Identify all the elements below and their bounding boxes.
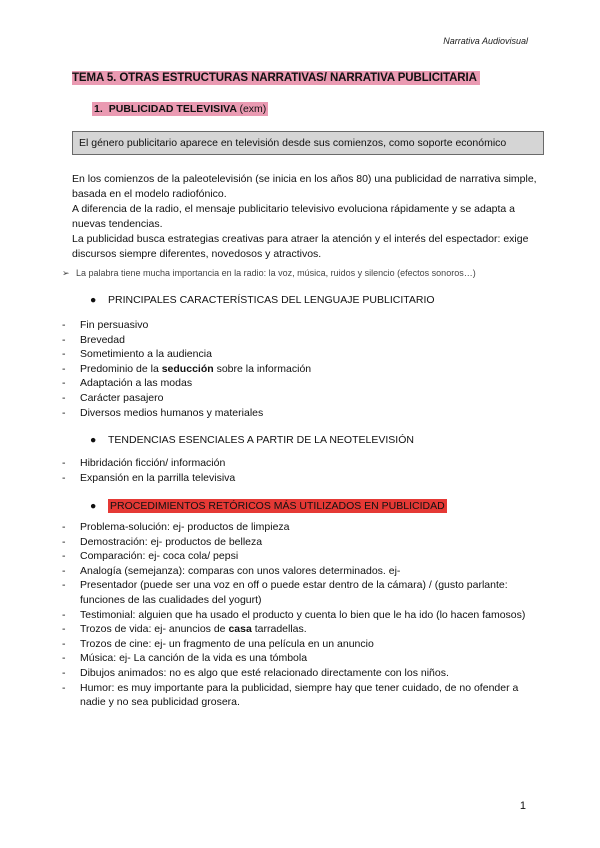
list-item-text: Presentador (puede ser una voz en off o puede estar dentro de la cámara) / (gusto parlante: funciones de las cualidades del yogurt): [80, 579, 508, 606]
list-item: [62, 520, 542, 535]
list-item-text: tarradellas.: [251, 623, 307, 636]
list-item-text: Carácter pasajero: [80, 391, 164, 404]
list-item-text: Fin persuasivo: [80, 319, 149, 331]
intro-paragraph: La publicidad busca estrategias creativas para atraer la atención y el interés del espectador: exige discursos siempre diferentes, novedosos y atractivos.: [72, 233, 529, 260]
list-item: [62, 471, 542, 486]
dash-bullet: -: [62, 564, 66, 577]
list-item-text: Demostración: ej- productos de belleza: [80, 535, 263, 548]
list-item-text: Expansión en la parrilla televisiva: [80, 471, 236, 484]
section-heading: [92, 102, 268, 116]
bullet-dot-icon: ●: [90, 294, 97, 306]
emphasized-word: seducción: [161, 362, 214, 375]
dash-bullet: -: [62, 406, 66, 419]
list-item-text: Diversos medios humanos y materiales: [80, 406, 264, 419]
list-item-text: Testimonial: alguien que ha usado el producto y cuenta lo bien que le ha ido (lo hacen famosos): [80, 608, 526, 621]
intro-paragraph: A diferencia de la radio, el mensaje publicitario televisivo evoluciona rápidamente y se adapta a nuevas tendencias.: [72, 203, 516, 230]
trends-list: [62, 456, 542, 485]
document-title: TEMA 5. OTRAS ESTRUCTURAS NARRATIVAS/ NARRATIVA PUBLICITARIA: [72, 71, 480, 85]
list-item-text: Sometimiento a la audiencia: [80, 348, 212, 361]
characteristics-heading-text: PRINCIPALES CARACTERÍSTICAS DEL LENGUAJE PUBLICITARIO: [108, 294, 435, 306]
list-item: [62, 651, 542, 666]
dash-bullet: -: [62, 666, 66, 679]
dash-bullet: -: [62, 377, 66, 390]
list-item-text: Hibridación ficción/ información: [80, 457, 226, 469]
list-item: [62, 406, 542, 421]
trends-heading-text: TENDENCIAS ESENCIALES A PARTIR DE LA NEOTELEVISIÓN: [108, 434, 414, 446]
dash-bullet: -: [62, 579, 66, 592]
list-item: [62, 347, 542, 362]
procedures-heading-text: PROCEDIMIENTOS RETÓRICOS MÁS UTILIZADOS EN PUBLICIDAD: [110, 500, 445, 512]
dash-bullet: -: [62, 550, 66, 563]
list-item: [62, 362, 542, 377]
list-item-text: Comparación: ej- coca cola/ pepsi: [80, 550, 239, 563]
dash-bullet: -: [62, 348, 66, 361]
running-header: Narrativa Audiovisual: [443, 36, 528, 46]
dash-bullet: -: [62, 319, 66, 331]
intro-paragraph: En los comienzos de la paleotelevisión (se inicia en los años 80) una publicidad de narrativa simple, basada en el modelo radiofónico.: [72, 173, 537, 200]
emphasized-word: casa: [228, 623, 252, 636]
list-item-text: sobre la información: [213, 362, 312, 375]
intro-paragraphs: [72, 172, 542, 262]
dash-bullet: -: [62, 623, 66, 636]
list-item-text: Música: ej- La canción de la vida es una tómbola: [80, 652, 308, 665]
dash-bullet: -: [62, 333, 66, 346]
list-item: [62, 318, 542, 333]
dash-bullet: -: [62, 471, 66, 484]
procedures-list: [62, 520, 542, 710]
page-number: 1: [519, 800, 526, 812]
list-item-text: Trozos de cine: ej- un fragmento de una película en un anuncio: [80, 637, 374, 650]
bullet-dot-icon: ●: [90, 434, 97, 446]
dash-bullet: -: [62, 637, 66, 650]
list-item: [62, 578, 542, 607]
dash-bullet: -: [62, 457, 66, 469]
section-tag: (exm): [239, 103, 267, 115]
list-item-text: Analogía (semejanza): comparas con unos valores determinados. ej-: [80, 564, 401, 577]
list-item: [62, 535, 542, 550]
list-item: [62, 456, 542, 471]
dash-bullet: -: [62, 521, 66, 533]
dash-bullet: -: [62, 681, 66, 694]
procedures-heading: [90, 500, 447, 512]
list-item-text: Problema-solución: ej- productos de limpieza: [80, 521, 290, 533]
arrow-bullet-icon: ➢: [62, 268, 70, 278]
list-item: [62, 549, 542, 564]
list-item-text: Humor: es muy importante para la publicidad, siempre hay que tener cuidado, de no ofender a nadie y no sea publicidad grosera.: [80, 681, 519, 709]
list-item-text: Predominio de la: [80, 362, 162, 375]
list-item-text: Trozos de vida: ej- anuncios de: [80, 623, 229, 636]
dash-bullet: -: [62, 362, 66, 375]
list-item: [62, 622, 542, 637]
bullet-dot-icon: ●: [90, 500, 97, 512]
list-item-text: Dibujos animados: no es algo que esté relacionado directamente con los niños.: [80, 666, 449, 679]
trends-heading: [90, 434, 414, 446]
arrow-note: [62, 268, 476, 279]
list-item: [62, 637, 542, 652]
arrow-note-text: La palabra tiene mucha importancia en la radio: la voz, música, ruidos y silencio (efectos sonoros…): [76, 268, 476, 278]
characteristics-heading: [90, 294, 435, 306]
list-item: [62, 333, 542, 348]
dash-bullet: -: [62, 652, 66, 665]
section-number: 1.: [94, 103, 103, 115]
dash-bullet: -: [62, 608, 66, 621]
section-label: PUBLICIDAD TELEVISIVA: [108, 103, 237, 115]
list-item-text: Brevedad: [80, 333, 125, 346]
list-item: [62, 376, 542, 391]
list-item: [62, 391, 542, 406]
highlight-box: El género publicitario aparece en televisión desde sus comienzos, como soporte económico: [72, 131, 544, 155]
characteristics-list: [62, 318, 542, 420]
list-item: [62, 666, 542, 681]
dash-bullet: -: [62, 391, 66, 404]
list-item-text: Adaptación a las modas: [80, 377, 193, 390]
list-item: [62, 564, 542, 579]
dash-bullet: -: [62, 535, 66, 548]
list-item: [62, 608, 542, 623]
list-item: [62, 681, 542, 710]
